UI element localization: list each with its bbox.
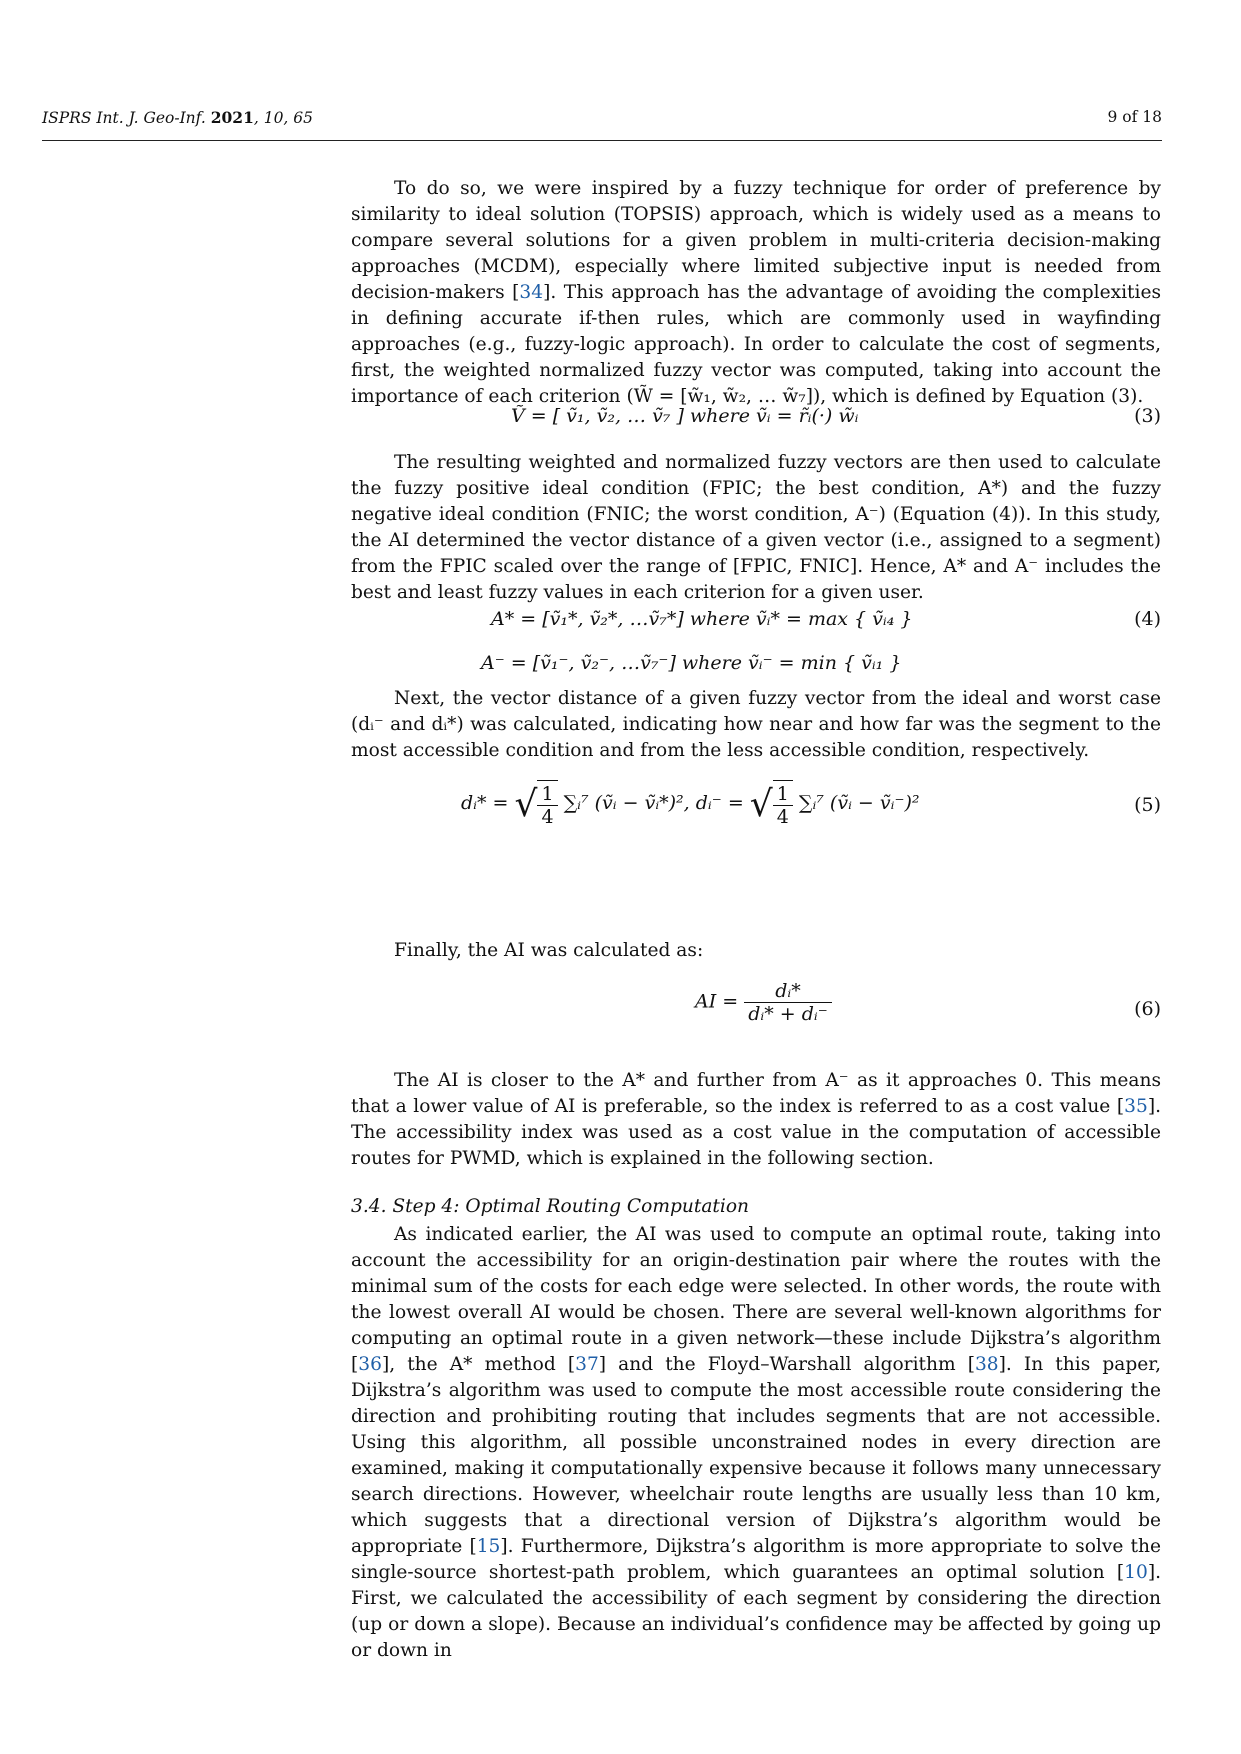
equation-expression bbox=[695, 980, 832, 1025]
equation-5 bbox=[351, 780, 1161, 842]
journal-citation bbox=[42, 108, 313, 127]
equation-3 bbox=[351, 405, 1161, 439]
equation-number: (4) bbox=[1134, 608, 1161, 630]
para-text: ] and the Floyd–Warshall algorithm [ bbox=[598, 1354, 975, 1375]
eq-lhs: dᵢ⁻ = bbox=[695, 792, 750, 814]
frac-numerator: 1 bbox=[537, 783, 557, 806]
journal-name: ISPRS Int. J. Geo-Inf. bbox=[42, 109, 206, 127]
para-text: The AI is closer to the A* and further from A⁻ as it approaches 0. This means that a lower value of AI is preferable, so the index is referred to as a cost value [ bbox=[351, 1070, 1161, 1117]
frac-numerator: 1 bbox=[773, 783, 793, 806]
citation-link[interactable]: 15 bbox=[476, 1536, 501, 1557]
equation-6 bbox=[351, 980, 1161, 1042]
para-text: The resulting weighted and normalized fuzzy vectors are then used to calculate the fuzzy positive ideal condition (FPIC; the best condition, A*) and the fuzzy negative ideal condition (FNIC; the worst condition, A⁻) (Equation (4)). In this study, the AI determined the vector distance of a given vector (i.e., assigned to a segment) from the FPIC scaled over the range of [FPIC, FNIC]. Hence, A* and A⁻ includes the best and least fuzzy values in each criterion for a given user. bbox=[351, 452, 1161, 603]
eq-sum: ∑ᵢ⁷ (ṽᵢ − ṽᵢ*)², bbox=[563, 792, 690, 814]
eq-lhs: dᵢ* = bbox=[461, 792, 515, 814]
citation-link[interactable]: 36 bbox=[358, 1354, 382, 1375]
citation-link[interactable]: 35 bbox=[1124, 1096, 1148, 1117]
running-header bbox=[42, 108, 1162, 141]
paragraph-fpic bbox=[351, 450, 1161, 606]
para-text: ]. In this paper, Dijkstra’s algorithm was used to compute the most accessible route considering the direction and prohibiting routing that includes segments that are not accessible. Using this algorithm, all possible unconstrained nodes in every direction are examined, making it computationally expensive because it follows many unnecessary search directions. However, wheelchair route lengths are usually less than 10 km, which suggests that a directional version of Dijkstra’s algorithm would be appropriate [ bbox=[351, 1354, 1161, 1557]
sqrt-symbol: √ $\frac{1}{4}$ bbox=[750, 780, 793, 828]
equation-expression: Ṽ = [ ṽ₁, ṽ₂, … ṽ₇ ] where ṽᵢ = r̃ᵢ(·) w̃ᵢ bbox=[511, 405, 859, 427]
section-heading: 3.4. Step 4: Optimal Routing Computation bbox=[351, 1196, 750, 1217]
page-number: 9 of 18 bbox=[1107, 108, 1162, 126]
paragraph-topsis bbox=[351, 176, 1161, 410]
citation-link[interactable]: 34 bbox=[519, 282, 544, 303]
eq-lhs: AI = bbox=[695, 990, 745, 1013]
citation-link[interactable]: 10 bbox=[1124, 1562, 1148, 1583]
equation-4b bbox=[351, 652, 1161, 686]
equation-expression bbox=[461, 780, 920, 828]
para-text: ]. This approach has the advantage of avoiding the complexities in defining accurate if-then rules, which are commonly used in wayfinding approaches (e.g., fuzzy-logic approach). In order to calculate the cost of segments, first, the weighted normalized fuzzy vector was computed, taking into account the importance of each criterion (W̃ = [w̃₁, w̃₂, … w̃₇]), which is defined by Equation (3). bbox=[351, 282, 1161, 407]
citation-link[interactable]: 38 bbox=[974, 1354, 999, 1375]
equation-number: (3) bbox=[1134, 405, 1161, 427]
citation-link[interactable]: 37 bbox=[575, 1354, 599, 1375]
eq-sum: ∑ᵢ⁷ (ṽᵢ − ṽᵢ⁻)² bbox=[798, 792, 920, 814]
para-text: To do so, we were inspired by a fuzzy technique for order of preference by similarity to ideal solution (TOPSIS) approach, which is widely used as a means to compare several solutions for a given problem in multi-criteria decision-making approaches (MCDM), especially where limited subjective input is needed from decision-makers [ bbox=[351, 178, 1161, 303]
frac-denominator: 4 bbox=[541, 806, 554, 828]
para-text: ]. The accessibility index was used as a cost value in the computation of accessible routes for PWMD, which is explained in the following section. bbox=[351, 1096, 1161, 1169]
para-text: Finally, the AI was calculated as: bbox=[394, 940, 704, 961]
equation-4a bbox=[351, 608, 1161, 642]
para-text: ]. Furthermore, Dijkstra’s algorithm is more appropriate to solve the single-source shortest-path problem, which guarantees an optimal solution [ bbox=[351, 1536, 1161, 1583]
frac-denominator: 4 bbox=[776, 806, 789, 828]
equation-expression: A⁻ = [ṽ₁⁻, ṽ₂⁻, …ṽ₇⁻] where ṽᵢ⁻ = min { ṽᵢ₁ } bbox=[481, 652, 902, 674]
equation-expression: A* = [ṽ₁*, ṽ₂*, …ṽ₇*] where ṽᵢ* = max { ṽᵢ₄ } bbox=[491, 608, 913, 630]
paragraph-ai-cost bbox=[351, 1068, 1161, 1172]
sqrt-symbol: √ $\frac{1}{4}$ bbox=[514, 780, 557, 828]
para-text: Next, the vector distance of a given fuzzy vector from the ideal and worst case (dᵢ⁻ and dᵢ*) was calculated, indicating how near and how far was the segment to the most accessible condition and from the less accessible condition, respectively. bbox=[351, 688, 1161, 761]
equation-number: (5) bbox=[1134, 794, 1161, 816]
paragraph-finally bbox=[351, 938, 1161, 964]
journal-year: 2021 bbox=[210, 108, 254, 127]
journal-volume: , 10, 65 bbox=[253, 109, 314, 127]
para-text: As indicated earlier, the AI was used to compute an optimal route, taking into account the accessibility for an origin-destination pair where the routes with the minimal sum of the costs for each edge were selected. In other words, the route with the lowest overall AI would be chosen. There are several well-known algorithms for computing an optimal route in a given network—these include Dijkstra’s algorithm [ bbox=[351, 1224, 1161, 1375]
paragraph-distance bbox=[351, 686, 1161, 764]
para-text: ], the A* method [ bbox=[381, 1354, 576, 1375]
para-text: ]. First, we calculated the accessibility of each segment by considering the direction (up or down a slope). Because an individual’s confidence may be affected by going up or down in bbox=[351, 1562, 1161, 1661]
equation-number: (6) bbox=[1134, 998, 1161, 1020]
paragraph-routing bbox=[351, 1222, 1161, 1664]
frac-numerator: dᵢ* bbox=[744, 980, 832, 1003]
frac-denominator: dᵢ* + dᵢ⁻ bbox=[748, 1003, 828, 1025]
